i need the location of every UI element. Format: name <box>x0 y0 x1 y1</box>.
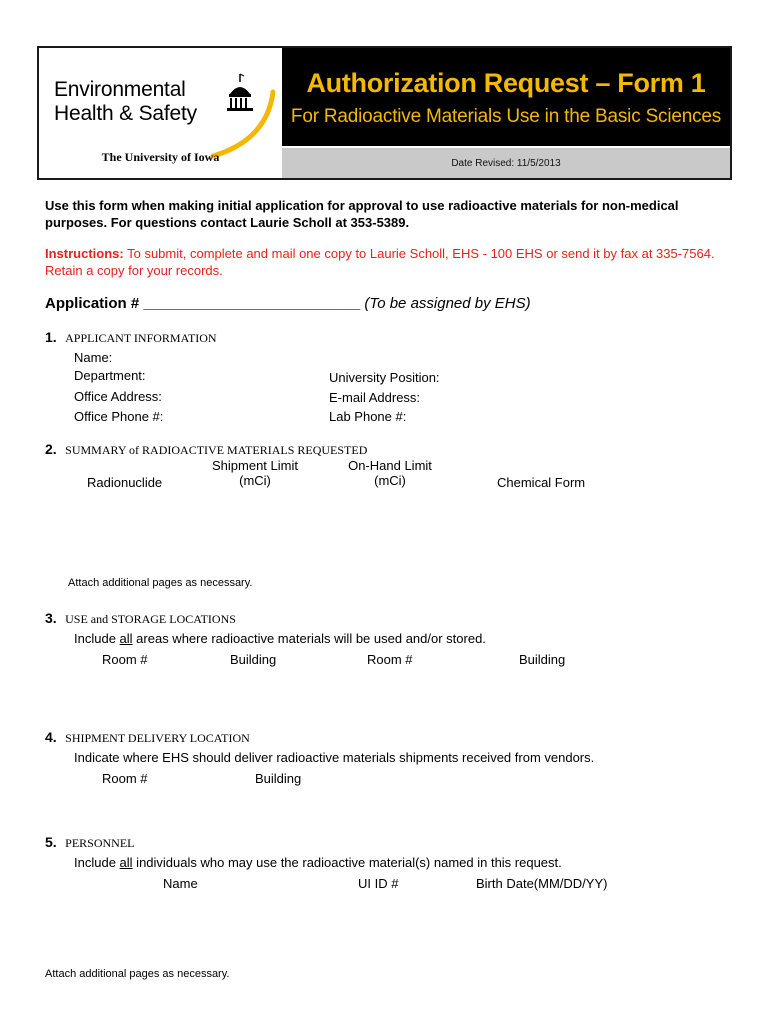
application-number-field[interactable] <box>45 295 531 312</box>
section-2-title: SUMMARY of RADIOACTIVE MATERIALS REQUESTED <box>65 443 368 457</box>
col-shipment-limit-line2: (mCi) <box>239 473 271 488</box>
col-shipment-limit <box>195 458 315 488</box>
col-room-2: Room # <box>367 652 413 667</box>
form-subtitle: For Radioactive Materials Use in the Basic Sciences <box>290 106 722 127</box>
col-radionuclide: Radionuclide <box>87 475 163 490</box>
date-revised-bar <box>282 148 730 178</box>
section-5-desc-all: all <box>119 855 133 870</box>
office-address-label: Office Address: <box>74 389 162 404</box>
section-1-heading <box>45 329 217 347</box>
section-1-number: 1. <box>45 329 57 345</box>
section-5-description <box>74 855 562 870</box>
university-name: The University of Iowa <box>101 150 220 164</box>
logo-text <box>54 78 197 126</box>
section-3-heading <box>45 610 236 628</box>
university-position-label: University Position: <box>329 370 440 385</box>
section-1-title: APPLICANT INFORMATION <box>65 331 217 345</box>
application-number-label: Application # __________________________ <box>45 295 361 312</box>
title-banner <box>282 48 730 146</box>
email-address-label: E-mail Address: <box>329 390 421 405</box>
col-chemical-form: Chemical Form <box>497 475 586 490</box>
applicant-name-label: Name: <box>74 350 113 365</box>
section-5-title: PERSONNEL <box>65 836 135 850</box>
office-phone-label: Office Phone #: <box>74 409 164 424</box>
intro-text: Use this form when making initial application for approval to use radioactive materials for non-medical purposes. For questions contact Laurie Scholl at 353-5389. <box>45 198 679 230</box>
form-title: Authorization Request – Form 1 <box>306 68 706 98</box>
date-revised: Date Revised: 11/5/2013 <box>451 158 561 169</box>
col-onhand-limit-line1: On-Hand Limit <box>348 458 432 473</box>
application-number-note: (To be assigned by EHS) <box>364 295 531 312</box>
section-4-number: 4. <box>45 729 57 745</box>
section-5-number: 5. <box>45 834 57 850</box>
col-personnel-name: Name <box>163 876 198 891</box>
section-3-desc-pre: Include <box>74 631 120 646</box>
col-ui-id: UI ID # <box>358 876 399 891</box>
section-4-heading <box>45 729 250 747</box>
section-5-heading <box>45 834 134 852</box>
col-onhand-limit-line2: (mCi) <box>374 473 406 488</box>
col-birth-date: Birth Date(MM/DD/YY) <box>476 876 608 891</box>
ehs-logo <box>39 48 282 178</box>
section-2-number: 2. <box>45 441 57 457</box>
capitol-dome-icon <box>207 70 279 160</box>
section-5-desc-post: individuals who may use the radioactive material(s) named in this request. <box>132 855 562 870</box>
section-3-number: 3. <box>45 610 57 626</box>
section-5-attach-note: Attach additional pages as necessary. <box>45 968 230 980</box>
section-3-description <box>74 631 486 646</box>
section-2-heading <box>45 441 367 459</box>
col-room-1: Room # <box>102 652 148 667</box>
col-onhand-limit <box>330 458 450 488</box>
instructions <box>45 245 735 279</box>
section-3-desc-all: all <box>119 631 133 646</box>
section-4-title: SHIPMENT DELIVERY LOCATION <box>65 731 250 745</box>
logo-line-1: Environmental <box>54 78 186 101</box>
col-building-2: Building <box>519 652 566 667</box>
instructions-label: Instructions: <box>45 246 124 261</box>
form-header <box>37 46 732 180</box>
section-4-description: Indicate where EHS should deliver radioactive materials shipments received from vendors. <box>74 750 595 765</box>
logo-line-2: Health & Safety <box>54 102 197 125</box>
section-2-attach-note: Attach additional pages as necessary. <box>68 577 253 589</box>
section-5-desc-pre: Include <box>74 855 120 870</box>
instructions-text: To submit, complete and mail one copy to Laurie Scholl, EHS - 100 EHS or send it by fax at 335-7564. Retain a copy for your records. <box>45 246 715 278</box>
section-3-title: USE and STORAGE LOCATIONS <box>65 612 236 626</box>
delivery-room-label: Room # <box>102 771 148 786</box>
section-3-desc-post: areas where radioactive materials will be used and/or stored. <box>132 631 486 646</box>
lab-phone-label: Lab Phone #: <box>329 409 407 424</box>
delivery-building-label: Building <box>255 771 302 786</box>
col-shipment-limit-line1: Shipment Limit <box>212 458 298 473</box>
col-building-1: Building <box>230 652 277 667</box>
department-label: Department: <box>74 368 146 383</box>
